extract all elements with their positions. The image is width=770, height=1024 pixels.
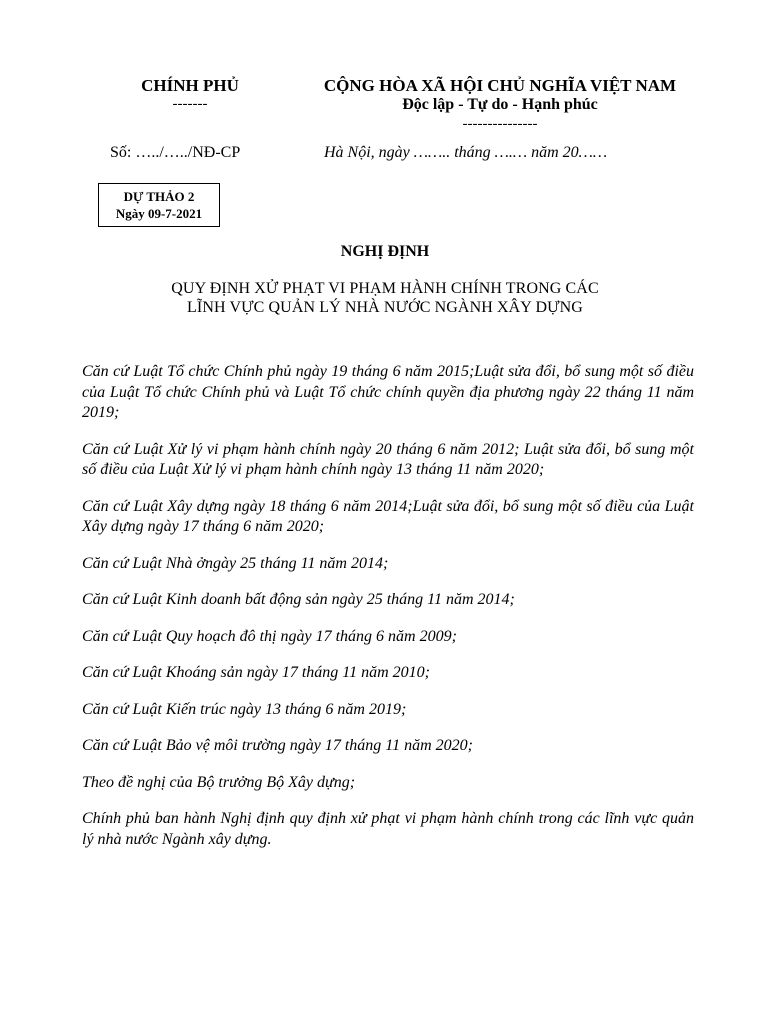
- motto-separator: ---------------: [462, 116, 538, 132]
- agency-separator: -------: [172, 96, 208, 112]
- place-and-date: Hà Nội, ngày …….. tháng ….… năm 20……: [324, 144, 608, 161]
- document-subject-line-1: QUY ĐỊNH XỬ PHẠT VI PHẠM HÀNH CHÍNH TRONG CÁC: [171, 280, 599, 297]
- preamble-paragraph: Căn cứ Luật Xử lý vi phạm hành chính ngày 20 tháng 6 năm 2012; Luật sửa đổi, bổ sung một số điều của Luật Xử lý vi phạm hành chính ngày 13 tháng 11 năm 2020;: [82, 440, 694, 478]
- preamble-paragraph: Căn cứ Luật Kinh doanh bất động sản ngày 25 tháng 11 năm 2014;: [82, 591, 515, 608]
- preamble-paragraph: Căn cứ Luật Kiến trúc ngày 13 tháng 6 năm 2019;: [82, 700, 407, 718]
- draft-stamp: [98, 183, 220, 227]
- draft-stamp-date: Ngày 09-7-2021: [115, 206, 203, 221]
- document-type: NGHỊ ĐỊNH: [340, 243, 430, 260]
- preamble-paragraph: Chính phủ ban hành Nghị định quy định xử phạt vi phạm hành chính trong các lĩnh vực quản lý nhà nước Ngành xây dựng.: [82, 810, 694, 848]
- preamble-paragraph: Căn cứ Luật Xây dựng ngày 18 tháng 6 năm 2014;Luật sửa đổi, bổ sung một số điều của Luật Xây dựng ngày 17 tháng 6 năm 2020;: [82, 497, 694, 535]
- document-number: Số: …../…../NĐ-CP: [110, 144, 241, 161]
- preamble-paragraph: Căn cứ Luật Quy hoạch đô thị ngày 17 tháng 6 năm 2009;: [82, 627, 457, 645]
- preamble-paragraph: Theo đề nghị của Bộ trưởng Bộ Xây dựng;: [82, 773, 356, 791]
- preamble-paragraph: Căn cứ Luật Bảo vệ môi trường ngày 17 tháng 11 năm 2020;: [82, 737, 473, 754]
- preamble-paragraph: Căn cứ Luật Tổ chức Chính phủ ngày 19 tháng 6 năm 2015;Luật sửa đổi, bổ sung một số điều của Luật Tổ chức Chính phủ và Luật Tổ chức chính quyền địa phương ngày 22 tháng 11 năm 2019;: [82, 363, 694, 421]
- national-motto: Độc lập - Tự do - Hạnh phúc: [402, 96, 598, 113]
- issuing-agency: CHÍNH PHỦ: [141, 76, 239, 95]
- national-title: CỘNG HÒA XÃ HỘI CHỦ NGHĨA VIỆT NAM: [323, 76, 677, 95]
- preamble-paragraph: Căn cứ Luật Nhà ởngày 25 tháng 11 năm 2014;: [82, 554, 389, 572]
- draft-stamp-title: DỰ THẢO 2: [123, 189, 195, 204]
- document-subject-line-2: LĨNH VỰC QUẢN LÝ NHÀ NƯỚC NGÀNH XÂY DỰNG: [187, 299, 583, 316]
- preamble-paragraph: Căn cứ Luật Khoáng sản ngày 17 tháng 11 năm 2010;: [82, 664, 430, 681]
- preamble: [82, 362, 694, 866]
